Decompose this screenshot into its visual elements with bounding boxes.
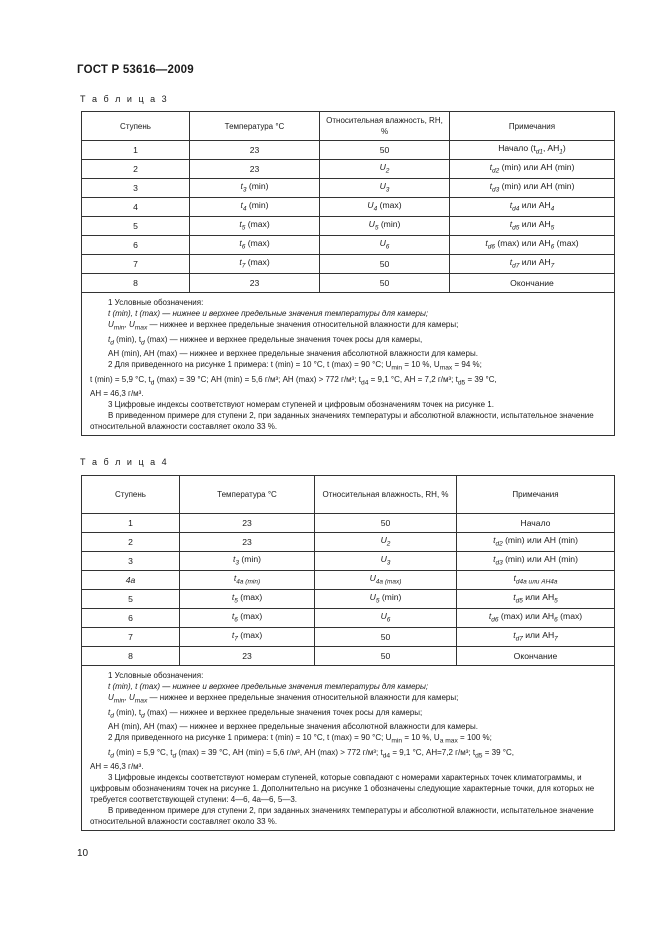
table-row [82, 533, 615, 552]
note-1c [90, 334, 606, 349]
table3-header-row [82, 112, 615, 141]
temp-sub: 5 [241, 224, 246, 232]
note: t [513, 572, 516, 583]
cell-step: 8 [82, 647, 180, 666]
temp-tail: (max) [237, 591, 263, 602]
cell-rh [315, 533, 457, 552]
note: t [485, 237, 488, 248]
rh-sub: 3 [385, 186, 390, 194]
table-row [82, 590, 615, 609]
sub: d [110, 339, 114, 347]
note: t [488, 610, 492, 621]
text: = 39 °С, [465, 374, 497, 384]
note-sub2: 7 [554, 635, 558, 643]
rh: U [380, 610, 387, 621]
sym: U [108, 693, 114, 702]
note-sub: d2 [495, 540, 503, 548]
cell-temp [190, 160, 320, 179]
note-sub2: 5 [554, 597, 558, 605]
rh: 50 [379, 258, 390, 269]
note-tail: (max) или AH [494, 237, 551, 248]
temp: 23 [242, 650, 252, 661]
rh-sub: 2 [385, 167, 390, 175]
table-row [82, 236, 615, 255]
sub: max [134, 324, 148, 332]
note-4: В приведенном примере для ступени 2, при заданных значениях температуры и абсолютной влажности, испытательное значение относительной влажности составляет около 33 %. [90, 411, 594, 432]
sym: t [108, 747, 111, 757]
table3-notes [82, 293, 615, 436]
rh: U [369, 591, 376, 602]
note-tail: или AH [522, 591, 555, 602]
header-step: Ступень [82, 112, 190, 141]
rh: U [368, 218, 375, 229]
sym: , U [124, 693, 135, 702]
cell-rh [315, 514, 457, 533]
sub: min [113, 324, 125, 332]
cell-temp [180, 609, 315, 628]
temp-sub: 7 [241, 262, 246, 270]
cell-step: 3 [82, 552, 180, 571]
sub: d [141, 712, 145, 720]
rh-sub: 4 [373, 205, 378, 213]
sub: a max [439, 737, 458, 745]
text: (min) = 5,9 °С, t [113, 747, 173, 757]
rh-sub: 5 [375, 597, 380, 605]
text: = 10 %, U [402, 733, 440, 743]
cell-step: 3 [82, 179, 190, 198]
note-tail: (max) или AH [498, 610, 555, 621]
cell-note [450, 274, 615, 293]
cell-note [457, 533, 615, 552]
cell-note [450, 236, 615, 255]
table-row [82, 141, 615, 160]
cell-temp [190, 141, 320, 160]
note-sub: d2 [491, 167, 500, 175]
header-temperature: Температура °С [180, 476, 315, 514]
sub: min [391, 737, 403, 745]
note: Окончание [510, 277, 554, 288]
note-sub2: 7 [550, 262, 555, 270]
note-3: 3 Цифровые индексы соответствуют номерам ступеней и цифровым обозначениям точек на рисунке 1. [108, 400, 494, 410]
note-1b [90, 692, 606, 707]
rh-tail: (max) [377, 199, 402, 210]
cell-step: 4a [82, 571, 180, 590]
cell-rh [320, 198, 450, 217]
table-row [82, 514, 615, 533]
temp-sub: 4 [242, 205, 247, 213]
sub: d [172, 752, 177, 760]
table-row [82, 255, 615, 274]
table-row [82, 609, 615, 628]
cell-rh [315, 647, 457, 666]
header-notes: Примечания [457, 476, 615, 514]
table-row [82, 647, 615, 666]
temp: t [231, 629, 235, 640]
table-row [82, 274, 615, 293]
table-row [82, 217, 615, 236]
temp: 23 [249, 163, 260, 174]
text: t (min) = 5,9 °С, t [90, 374, 151, 384]
cell-rh [320, 274, 450, 293]
rh-tail: (min) [379, 591, 402, 602]
temp: 23 [249, 277, 260, 288]
note-tail: (min) или AH (min) [502, 553, 578, 564]
cell-rh [315, 609, 457, 628]
sub: d4 [382, 752, 391, 760]
sym: t [108, 334, 111, 344]
note-4: В приведенном примере для ступени 2, при заданных значениях температуры и абсолютной влажности, испытательное значение относительной влажности составляет около 33 %. [90, 806, 594, 827]
cell-note [457, 590, 615, 609]
note: t [513, 591, 516, 602]
cell-note [457, 552, 615, 571]
note-sub2: 6 [554, 616, 558, 624]
note-sub: d7 [515, 635, 523, 643]
table-row [82, 160, 615, 179]
sub: min [113, 697, 125, 705]
note: t [513, 629, 516, 640]
text: (max) — нижнее и верхнее предельные значения точек росы для камеры, [144, 334, 423, 344]
cell-note [450, 179, 615, 198]
temp-sub: 3 [235, 559, 240, 567]
note-1: 1 Условные обозначения: [108, 671, 204, 680]
temp-sub: 3 [242, 186, 247, 194]
rh: 50 [380, 517, 391, 528]
rh: U [379, 180, 386, 191]
note-sub: d5 [515, 597, 523, 605]
note: Начало (t [498, 142, 536, 153]
cell-rh [320, 179, 450, 198]
header-temperature: Температура °С [190, 112, 320, 141]
temp: t [231, 610, 235, 621]
cell-temp [190, 179, 320, 198]
sub: d [141, 339, 145, 347]
cell-note [450, 198, 615, 217]
cell-note [457, 609, 615, 628]
table3 [81, 111, 615, 436]
temp: t [231, 591, 235, 602]
text: = 9,1 °С, AH=7,2 г/м³; t [390, 747, 476, 757]
sub: min [391, 364, 403, 372]
cell-note [457, 647, 615, 666]
rh: U [369, 572, 376, 583]
note-1a: t (min), t (max) — нижнее и верхнее предельные значения температуры для камеры; [108, 682, 429, 691]
cell-temp [180, 571, 315, 590]
text: (min), t [113, 707, 142, 717]
note-tail: или AH [519, 199, 551, 210]
rh: U [379, 237, 386, 248]
cell-step: 5 [82, 217, 190, 236]
rh: U [380, 553, 387, 564]
rh-sub: 5 [374, 224, 379, 232]
header-notes: Примечания [450, 112, 615, 141]
rh: 50 [379, 277, 390, 288]
note-sub: d4 [512, 205, 520, 213]
text: (max) = 39 °С, AH (min) = 5,6 г/м³, AH (max) > 772 г/м³; t [176, 747, 383, 757]
rh: U [367, 199, 374, 210]
cell-rh [320, 160, 450, 179]
sym: U [108, 320, 114, 329]
note-tail: или AH [519, 256, 551, 267]
cell-note [450, 160, 615, 179]
note-sub: d6 [487, 243, 495, 251]
cell-temp [190, 255, 320, 274]
note-end: ) [562, 142, 566, 153]
table-row [82, 198, 615, 217]
note-2a [90, 732, 606, 747]
note-tail: (min) или AH (min) [499, 161, 575, 172]
sub: d4 [361, 379, 369, 387]
sym: , U [124, 320, 135, 329]
note: Начало [520, 517, 551, 528]
note-sub2: 1 [559, 148, 563, 156]
temp: 23 [242, 517, 252, 528]
sub: max [134, 697, 148, 705]
cell-rh [320, 141, 450, 160]
temp-tail: (max) [245, 256, 270, 267]
text: = 94 %; [452, 360, 482, 370]
rh-sub: 2 [386, 540, 391, 548]
header-humidity: Относительная влажность, RH, % [320, 112, 450, 141]
note-1d: AH (min), AH (max) — нижнее и верхнее предельные значения абсолютной влажности для камеры. [108, 349, 478, 359]
cell-step: 6 [82, 609, 180, 628]
table-row [82, 571, 615, 590]
note-end: (max) [554, 237, 579, 248]
header-humidity: Относительная влажность, RH, % [315, 476, 457, 514]
note-1c [90, 707, 606, 722]
text: (min), t [113, 334, 142, 344]
cell-temp [180, 647, 315, 666]
cell-temp [190, 198, 320, 217]
temp: t [240, 180, 243, 191]
temp: t [239, 237, 242, 248]
sub: d5 [475, 752, 483, 760]
note-tail: (min) или AH (min) [502, 534, 578, 545]
sub: d [150, 379, 155, 387]
note-tail: или AH [522, 629, 555, 640]
table4-header-row [82, 476, 615, 514]
cell-note [457, 628, 615, 647]
note-sub: d4a или AH4a [515, 578, 558, 586]
temp-tail: (max) [237, 629, 263, 640]
text: (max) = 39 °С; AH (min) = 5,6 г/м³; AH (max) > 772 г/м³; t [154, 374, 362, 384]
cell-note [457, 571, 615, 590]
cell-rh [320, 217, 450, 236]
cell-temp [180, 628, 315, 647]
temp-sub: 6 [234, 616, 238, 624]
cell-rh [320, 236, 450, 255]
header-step: Ступень [82, 476, 180, 514]
note-sub: d3 [491, 186, 500, 194]
note: t [509, 199, 513, 210]
cell-step: 4 [82, 198, 190, 217]
cell-note [450, 255, 615, 274]
note: t [509, 218, 513, 229]
note-sub: d1 [535, 148, 544, 156]
note-sub: d7 [512, 262, 520, 270]
rh-sub: 3 [386, 559, 391, 567]
cell-temp [180, 533, 315, 552]
cell-step: 2 [82, 533, 180, 552]
cell-step: 6 [82, 236, 190, 255]
temp: t [233, 572, 237, 583]
cell-rh [315, 590, 457, 609]
temp-sub: 5 [234, 597, 238, 605]
note-2c: AH = 46,3 г/м³. [90, 389, 144, 399]
text: 2 Для приведенного на рисунке 1 примера: t (min) = 10 °С, t (max) = 90 °С; U [108, 360, 392, 370]
temp-tail: (min) [246, 199, 269, 210]
rh: U [379, 161, 386, 172]
note-3: 3 Цифровые индексы соответствуют номерам ступеней, которые совпадают с номерами характерных точек климатограммы, и цифровым обозначениям точек на рисунке 1. Дополнительно на рисунке 1 обозначены следующие характерные точки, для которых не требуется соответствующей ступени: 4—6, 4а—6, 5—3. [90, 773, 595, 805]
text: — нижнее и верхнее предельные значения относительной влажности для камеры; [147, 693, 459, 702]
temp: 23 [249, 144, 260, 155]
cell-step: 7 [82, 628, 180, 647]
rh: 50 [380, 650, 391, 661]
cell-step: 1 [82, 141, 190, 160]
sym: t [108, 707, 111, 717]
note-2c: AH = 46,3 г/м³. [90, 762, 144, 772]
note-1b [90, 319, 606, 334]
table-row [82, 552, 615, 571]
temp-tail: (max) [237, 610, 263, 621]
note-sub: d6 [491, 616, 499, 624]
cell-rh [315, 552, 457, 571]
note: t [493, 534, 496, 545]
sub: d [110, 712, 114, 720]
cell-temp [190, 274, 320, 293]
cell-step: 2 [82, 160, 190, 179]
temp: t [239, 256, 242, 267]
table3-notes-row [82, 293, 615, 436]
note-end: (max) [557, 610, 583, 621]
temp: t [240, 199, 243, 210]
cell-temp [190, 217, 320, 236]
temp-tail: (max) [245, 237, 270, 248]
sub: max [439, 364, 453, 372]
temp: t [239, 218, 242, 229]
temp: 23 [242, 536, 252, 547]
cell-rh [315, 628, 457, 647]
note-1d: AH (min), AH (max) — нижнее и верхнее предельные значения абсолютной влажности для камеры. [108, 722, 478, 732]
note-tail: , AH [543, 142, 560, 153]
note-2b [90, 747, 606, 762]
temp-tail: (min) [246, 180, 269, 191]
temp-tail: (max) [245, 218, 270, 229]
note: Окончание [513, 650, 558, 661]
temp-sub: 4a (min) [236, 578, 261, 586]
note: t [489, 180, 492, 191]
rh: 50 [380, 631, 391, 642]
text: — нижнее и верхнее предельные значения относительной влажности для камеры; [147, 320, 459, 329]
rh: U [380, 534, 387, 545]
rh: 50 [379, 144, 390, 155]
text: = 10 %, U [402, 360, 440, 370]
text: = 39 °С, [482, 747, 514, 757]
cell-step: 7 [82, 255, 190, 274]
table4 [81, 475, 615, 831]
cell-note [457, 514, 615, 533]
table-row [82, 179, 615, 198]
note: t [489, 161, 492, 172]
table4-caption: Т а б л и ц а 4 [80, 457, 169, 467]
rh-sub: 4a (max) [375, 578, 402, 586]
note-2a [90, 359, 606, 374]
note-sub2: 5 [550, 224, 555, 232]
cell-step: 8 [82, 274, 190, 293]
text: (max) — нижнее и верхнее предельные значения точек росы для камеры; [144, 707, 423, 717]
note-2b [90, 374, 606, 389]
note-tail: (min) или AH (min) [499, 180, 575, 191]
document-header: ГОСТ Р 53616—2009 [77, 64, 194, 76]
temp: t [233, 553, 236, 564]
temp-sub: 7 [234, 635, 238, 643]
sub: d [110, 752, 114, 760]
temp-sub: 6 [241, 243, 246, 251]
cell-temp [180, 590, 315, 609]
page-number: 10 [77, 848, 89, 859]
note-sub2: 4 [550, 205, 555, 213]
cell-rh [320, 255, 450, 274]
note-sub2: 6 [550, 243, 555, 251]
table4-notes [82, 666, 615, 831]
rh-tail: (min) [378, 218, 401, 229]
text: = 9,1 °С, AH = 7,2 г/м³; t [368, 374, 458, 384]
cell-temp [180, 552, 315, 571]
note-1a: t (min), t (max) — нижнее и верхнее предельные значения температуры для камеры; [108, 309, 429, 318]
note: t [493, 553, 496, 564]
cell-temp [190, 236, 320, 255]
rh-sub: 6 [385, 243, 390, 251]
table3-caption: Т а б л и ц а 3 [80, 94, 169, 104]
cell-step: 1 [82, 514, 180, 533]
note-sub: d5 [512, 224, 520, 232]
sub: d5 [457, 379, 466, 387]
note-sub: d3 [495, 559, 503, 567]
note-1: 1 Условные обозначения: [108, 298, 204, 307]
rh-sub: 6 [386, 616, 391, 624]
table4-notes-row [82, 666, 615, 831]
table-row [82, 628, 615, 647]
text: 2 Для приведенного на рисунке 1 примера: t (min) = 10 °С, t (max) = 90 °С; U [108, 733, 392, 743]
cell-note [450, 217, 615, 236]
text: = 100 %; [457, 733, 492, 743]
note-tail: или AH [519, 218, 551, 229]
cell-rh [315, 571, 457, 590]
cell-temp [180, 514, 315, 533]
note: t [509, 256, 513, 267]
cell-note [450, 141, 615, 160]
temp-tail: (min) [239, 553, 261, 564]
cell-step: 5 [82, 590, 180, 609]
